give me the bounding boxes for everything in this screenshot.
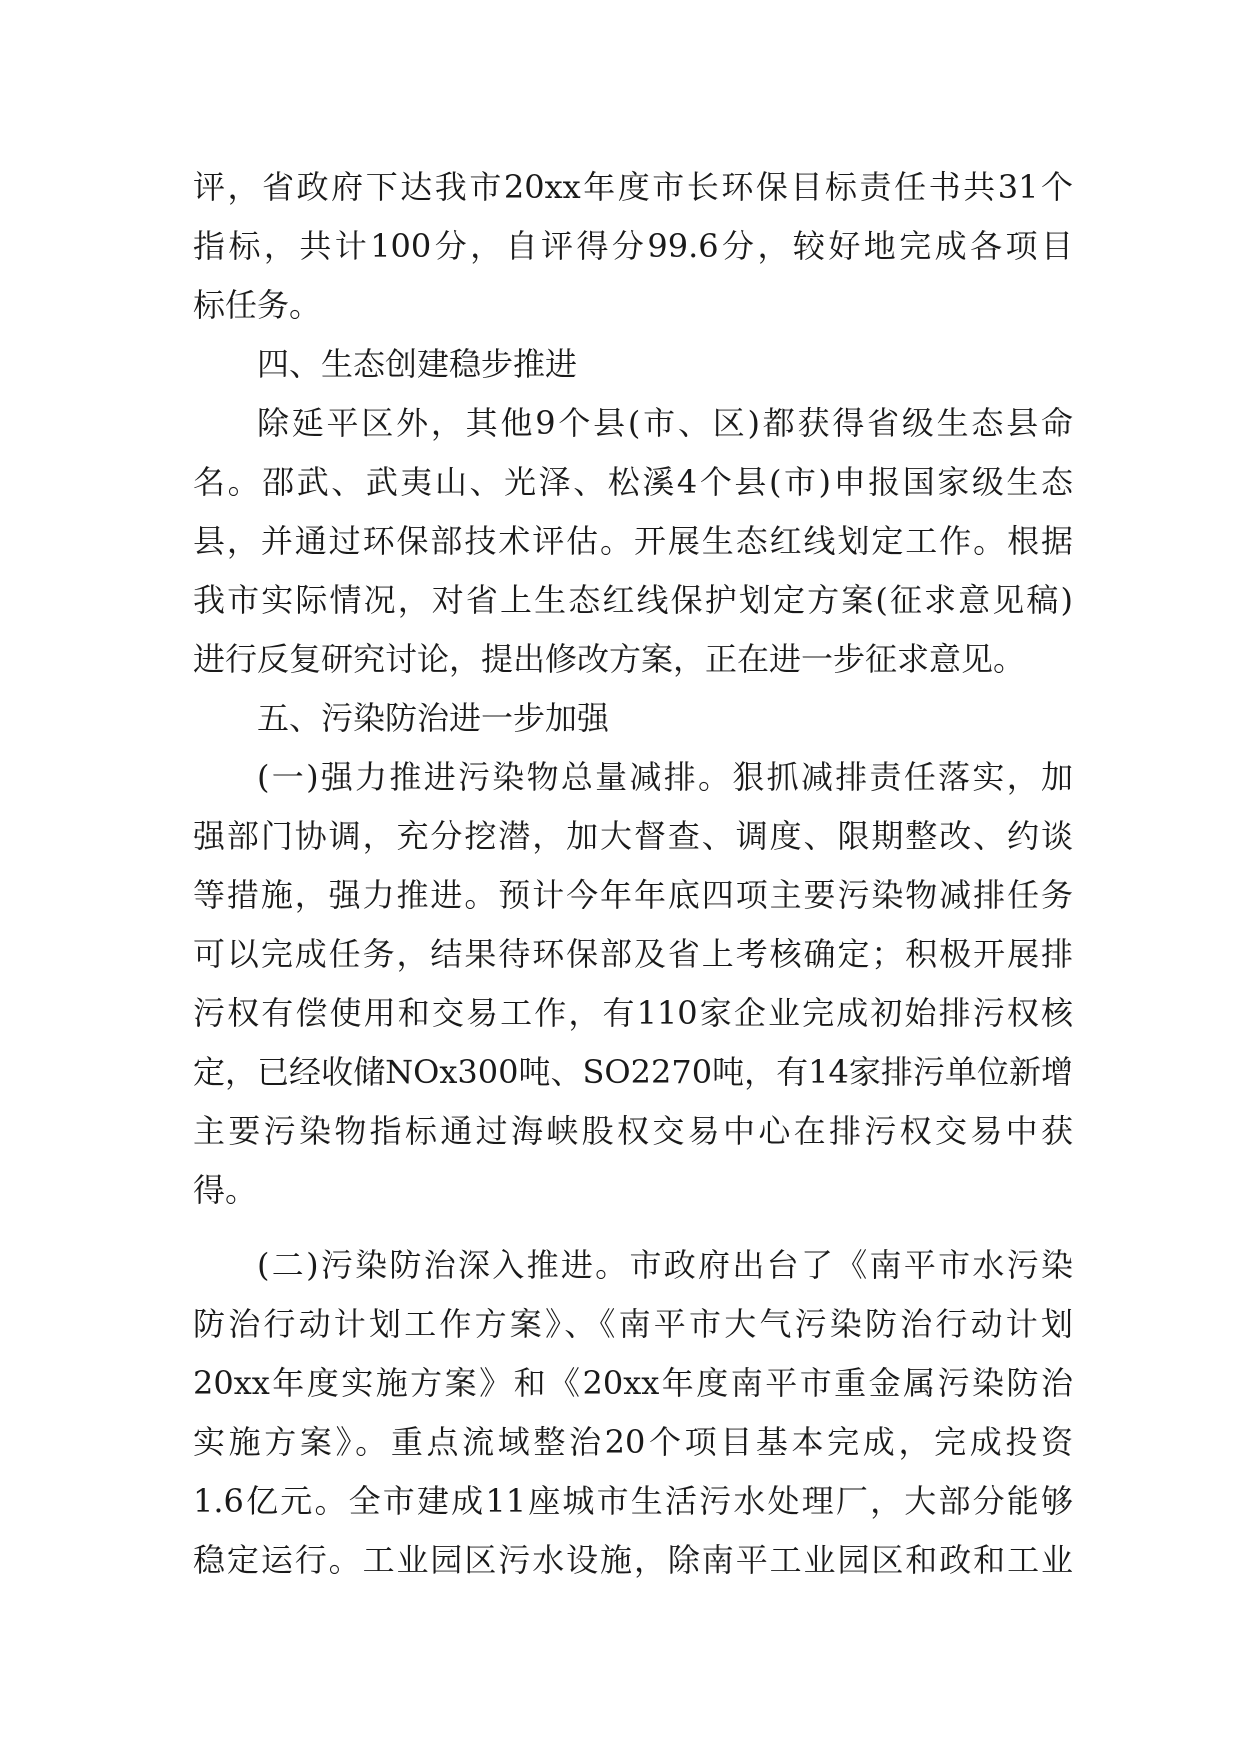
text-line: 等措施，强力推进。预计今年年底四项主要污染物减排任务 <box>193 876 1073 914</box>
text-line: 指标，共计100分，自评得分99.6分，较好地完成各项目 <box>193 227 1073 265</box>
text-line: 稳定运行。工业园区污水设施，除南平工业园区和政和工业 <box>193 1541 1073 1579</box>
text-line: 县，并通过环保部技术评估。开展生态红线划定工作。根据 <box>193 522 1073 560</box>
text-line: 定，已经收储NOx300吨、SO2270吨，有14家排污单位新增 <box>193 1053 1073 1091</box>
text-line: 可以完成任务，结果待环保部及省上考核确定；积极开展排 <box>193 935 1073 973</box>
section-heading: 五、污染防治进一步加强 <box>257 699 610 737</box>
text-line: 评，省政府下达我市20xx年度市长环保目标责任书共31个 <box>193 168 1073 206</box>
body-text <box>193 158 1073 1590</box>
text-line: 得。 <box>193 1171 258 1209</box>
text-line: 标任务。 <box>193 286 322 324</box>
text-line: 除延平区外，其他9个县(市、区)都获得省级生态县命 <box>257 404 1073 442</box>
text-line: 名。邵武、武夷山、光泽、松溪4个县(市)申报国家级生态 <box>193 463 1073 501</box>
text-line: 进行反复研究讨论，提出修改方案，正在进一步征求意见。 <box>193 640 1026 678</box>
text-line: (二)污染防治深入推进。市政府出台了《南平市水污染 <box>257 1246 1073 1284</box>
text-line: (一)强力推进污染物总量减排。狠抓减排责任落实，加 <box>257 758 1073 796</box>
text-line: 防治行动计划工作方案》、《南平市大气污染防治行动计划 <box>193 1305 1073 1343</box>
section-heading: 四、生态创建稳步推进 <box>257 345 578 383</box>
text-line: 1.6亿元。全市建成11座城市生活污水处理厂，大部分能够 <box>193 1482 1073 1520</box>
text-line: 20xx年度实施方案》和《20xx年度南平市重金属污染防治 <box>193 1364 1073 1402</box>
text-line: 强部门协调，充分挖潜，加大督查、调度、限期整改、约谈 <box>193 817 1073 855</box>
paragraph-gap <box>193 1220 1073 1236</box>
text-line: 主要污染物指标通过海峡股权交易中心在排污权交易中获 <box>193 1112 1073 1150</box>
text-line: 污权有偿使用和交易工作，有110家企业完成初始排污权核 <box>193 994 1073 1032</box>
text-line: 我市实际情况，对省上生态红线保护划定方案(征求意见稿) <box>193 581 1073 619</box>
text-line: 实施方案》。重点流域整治20个项目基本完成，完成投资 <box>193 1423 1073 1461</box>
